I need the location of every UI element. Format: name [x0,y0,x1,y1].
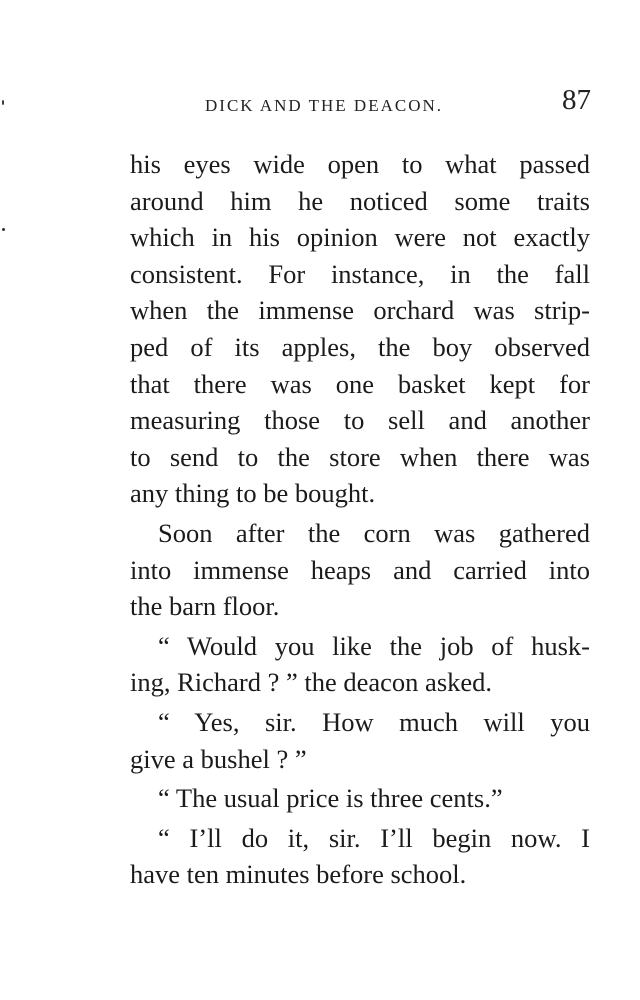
body-text [130,146,590,896]
paragraph [130,146,590,512]
text-line: the barn floor. [130,591,280,622]
text-line: “ Yes, sir. How much will you [158,706,590,737]
text-line: his eyes wide open to what passed [130,149,590,179]
text-line: which in his opinion were not exactly [130,222,590,253]
text-line: “ I’ll do it, sir. I’ll begin now. I [158,822,590,853]
margin-speck [2,228,5,231]
text-line: consistent. For instance, in the fall [130,258,590,289]
text-line: that there was one basket kept for [130,368,590,399]
text-line: have ten minutes before school. [130,859,467,890]
text-line: “ Would you like the job of husk- [158,630,590,661]
paragraph [130,628,590,701]
running-title: DICK AND THE DEACON. [205,96,444,115]
text-line: ped of its apples, the boy observed [130,331,590,362]
text-line: any thing to be bought. [130,478,376,509]
text-line: to send to the store when there was [130,441,590,472]
text-line: “ The usual price is three cents.” [158,783,503,814]
text-line: when the immense orchard was strip- [130,295,590,326]
text-line: measuring those to sell and another [130,405,590,436]
text-line: Soon after the corn was gathered [158,517,590,548]
paragraph [130,515,590,625]
page-number: 87 [562,84,591,116]
paragraph [130,820,590,893]
running-head [205,84,595,124]
text-line: give a bushel ? ” [130,743,307,774]
text-line: ing, Richard ? ” the deacon asked. [130,667,493,698]
margin-speck [2,100,4,105]
text-line: around him he noticed some traits [130,185,590,216]
text-line: into immense heaps and carried into [130,554,590,585]
paragraph [130,704,590,777]
paragraph [130,780,590,817]
